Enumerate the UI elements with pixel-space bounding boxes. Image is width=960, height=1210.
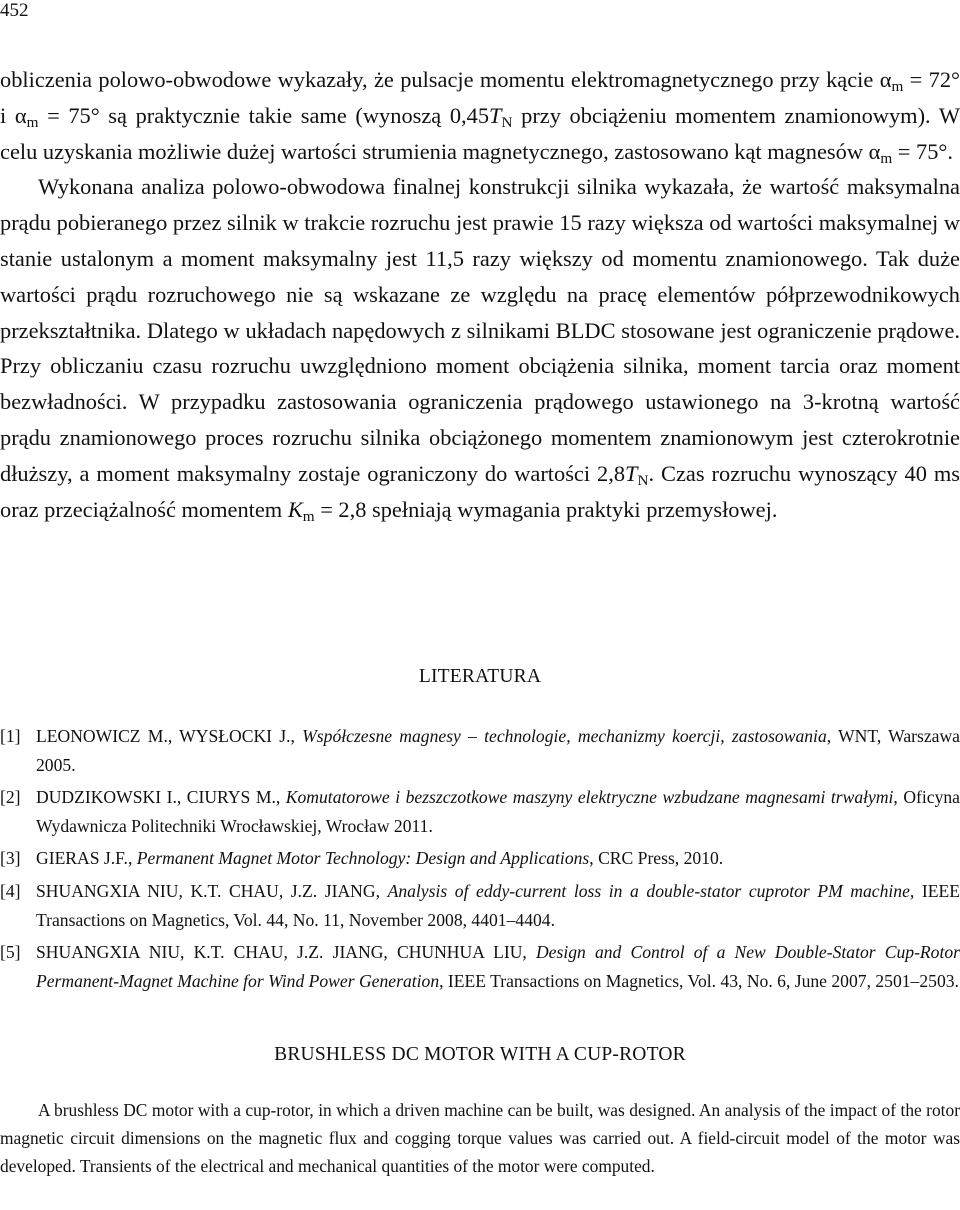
english-abstract [0,1097,960,1180]
body-paragraph [0,169,960,527]
abstract-text: A brushless DC motor with a cup-rotor, in which a driven machine can be built, was designed. An analysis of the impact of the rotor magnetic circuit dimensions on the magnetic flux and cogging torque values was carried out. A field-circuit model of the motor was developed. Transients of the electrical and mechanical quantities of the motor were computed. [0,1100,960,1176]
page-number: 452 [0,0,29,21]
reference-text: SHUANGXIA NIU, K.T. CHAU, J.Z. JIANG, Analysis of eddy-current loss in a double-stator cuprotor PM machine, IEEE Transactions on Magnetics, Vol. 44, No. 11, November 2008, 4401–4404. [36,880,960,930]
reference-text: DUDZIKOWSKI I., CIURYS M., Komutatorowe i bezszczotkowe maszyny elektryczne wzbudzane magnesami trwałymi, Oficyna Wydawnicza Politechniki Wrocławskiej, Wrocław 2011. [36,787,960,836]
literature-heading: LITERATURA [418,666,542,687]
english-title: BRUSHLESS DC MOTOR WITH A CUP-ROTOR [274,1044,686,1065]
reference-number: [3] [0,848,21,869]
reference-list [0,722,960,999]
reference-item [0,783,960,840]
reference-item [0,877,960,934]
reference-text: LEONOWICZ M., WYSŁOCKI J., Współczesne magnesy – technologie, mechanizmy koercji, zastosowania, WNT, Warszawa 2005. [36,726,960,775]
reference-item [0,844,960,873]
reference-number: [5] [0,942,21,963]
reference-text: GIERAS J.F., Permanent Magnet Motor Technology: Design and Applications, CRC Press, 2010. [36,848,724,869]
reference-text: SHUANGXIA NIU, K.T. CHAU, J.Z. JIANG, CHUNHUA LIU, Design and Control of a New Double-Stator Cup-Rotor Permanent-Magnet Machine for Wind Power Generation, IEEE Transactions on Magnetics, Vol. 43, No. 6, June 2007, 2501–2503. [36,942,960,991]
reference-item [0,938,960,995]
body-paragraph-text: Wykonana analiza polowo-obwodowa finalnej konstrukcji silnika wykazała, że wartość maksymalna prądu pobieranego przez silnik w trakcie rozruchu jest prawie 15 razy większa od wartości maksymalnej w stanie ustalonym a moment maksymalny jest 11,5 razy większy od momentu znamionowego. Tak duże wartości prądu rozruchowego nie są wskazane ze względu na pracę elementów półprzewodnikowych przekształtnika. Dlatego w układach napędowych z silnikami BLDC stosowane jest ograniczenie prądowe. Przy obliczaniu czasu rozruchu uwzględniono moment obciążenia silnika, moment tarcia oraz moment bezwładności. W przypadku zastosowania ograniczenia prądowego ustawionego na 3-krotną wartość prądu znamionowego proces rozruchu silnika obciążonego momentem znamionowym jest czterokrotnie dłuższy, a moment maksymalny zostaje ograniczony do wartości $2,8T_N$. Czas rozruchu wynoszący 40 ms oraz przeciążalność momentem $K_m = 2,8$ spełniają wymagania praktyki przemysłowej. [0,174,960,525]
reference-number: [2] [0,787,21,808]
body-text [0,62,960,527]
body-paragraph: obliczenia polowo-obwodowe wykazały, że pulsacje momentu elektromagnetycznego przy kącie $\alpha_m = 72^\circ$ i $\alpha_m = 75^\circ$ są praktycznie takie same (wynoszą $0,45T_N$ przy obciążeniu momentem znamionowym). W celu uzyskania możliwie dużej wartości strumienia magnetycznego, zastosowano kąt magnesów $\alpha_m = 75^\circ$. [0,67,960,167]
reference-number: [4] [0,880,21,901]
reference-number: [1] [0,726,21,746]
reference-item [0,722,960,779]
